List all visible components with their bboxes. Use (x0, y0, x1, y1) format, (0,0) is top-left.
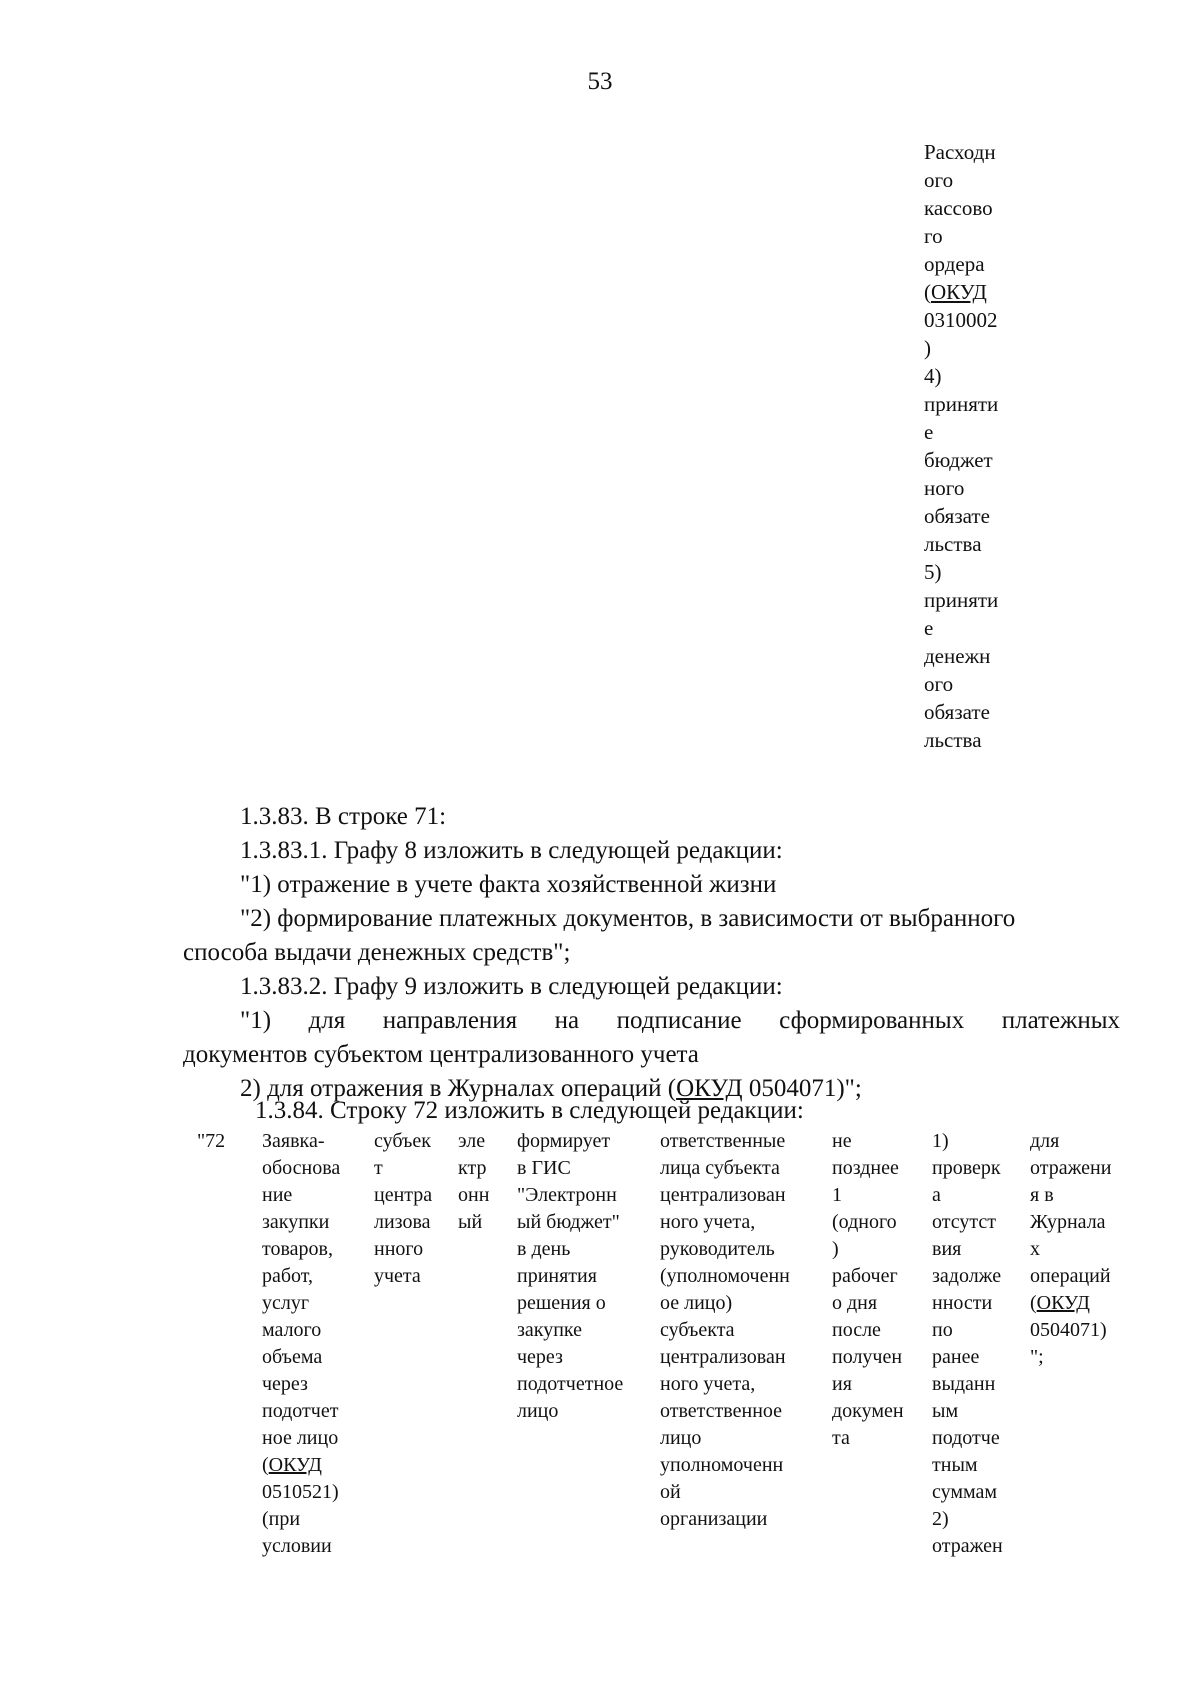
graph9-item2-prefix: 2) для отражения в Журналах операций ( (240, 1075, 677, 1102)
text-line: денежн (924, 644, 991, 668)
text-line: обязате (924, 700, 990, 724)
text-line: эле (458, 1130, 486, 1152)
text-line: отсутст (932, 1211, 996, 1233)
text-line: докумен (832, 1400, 904, 1422)
text-line: 0310002 (924, 308, 998, 332)
text-line: приняти (924, 392, 999, 416)
text-line: в ГИС (517, 1157, 571, 1179)
text-line: ного (924, 476, 965, 500)
text-line: получен (832, 1346, 903, 1368)
text-line: работ, (262, 1265, 314, 1287)
paragraph-graph9-item1-line2: документов субъектом централизованного учета (183, 1041, 699, 1068)
text-line: 1) (932, 1130, 949, 1152)
text-line: ранее (932, 1346, 980, 1368)
paragraph-graph9-item1-line1 (240, 1004, 1120, 1038)
text-line: х (1030, 1238, 1040, 1260)
text-line: я в (1030, 1184, 1054, 1206)
text-line: ответственное (660, 1400, 783, 1422)
graph9-item2-suffix: 0504071)"; (742, 1075, 862, 1102)
text-line: онн (458, 1184, 490, 1206)
text-line: вия (932, 1238, 962, 1260)
cell-action (517, 1128, 623, 1425)
text-line: тным (932, 1454, 978, 1476)
text-line: та (832, 1427, 850, 1449)
text-line: (ОКУД (924, 280, 987, 304)
text-line: условии (262, 1535, 332, 1557)
text-line: Заявка- (262, 1130, 325, 1152)
text-line: бюджет (924, 448, 993, 472)
text-line: подотчет (262, 1400, 339, 1422)
text-line: через (517, 1346, 563, 1368)
text-line: учета (374, 1265, 421, 1287)
text-line: задолже (932, 1265, 1002, 1287)
okud-link: ОКУД (931, 280, 987, 304)
text-line: лица субъекта (660, 1157, 780, 1179)
paragraph-1-3-83: 1.3.83. В строке 71: (240, 803, 447, 830)
text-line: ого (924, 672, 954, 696)
paragraph-1-3-84: 1.3.84. Строку 72 изложить в следующей редакции: (255, 1097, 804, 1124)
text-line: субъек (374, 1130, 431, 1152)
text-line: (уполномоченн (660, 1265, 790, 1287)
cell-form (458, 1128, 489, 1236)
text-line: ние (262, 1184, 293, 1206)
text-line: закупке (517, 1319, 583, 1341)
text-line: в день (517, 1238, 571, 1260)
text-line: лицо (517, 1400, 559, 1422)
text-line: после (832, 1319, 881, 1341)
text-line: приняти (924, 588, 999, 612)
text-line: лицо (660, 1427, 702, 1449)
text-line: товаров, (262, 1238, 333, 1260)
okud-link: ОКУД (676, 1075, 743, 1102)
text-line: центра (374, 1184, 433, 1206)
text-line: 5) (924, 560, 942, 584)
text-line: организации (660, 1508, 768, 1530)
text-line: ое лицо) (660, 1292, 733, 1314)
text-line: е (924, 616, 934, 640)
text-line: "Электронн (517, 1184, 617, 1206)
text-line: централизован (660, 1346, 786, 1368)
cell-responsible (660, 1128, 790, 1533)
text-line: позднее (832, 1157, 899, 1179)
text-line: льства (924, 728, 982, 752)
text-line: уполномоченн (660, 1454, 784, 1476)
text-line: услуг (262, 1292, 310, 1314)
cell-document-name (262, 1128, 340, 1560)
paragraph-graph8-item1: "1) отражение в учете факта хозяйственной жизни (240, 871, 777, 898)
cell-checks (932, 1128, 1003, 1560)
text-line: ия (832, 1373, 852, 1395)
text-line: обоснова (262, 1157, 341, 1179)
text-line: ного учета, (660, 1211, 756, 1233)
text-line: операций (1030, 1265, 1111, 1287)
okud-link: ОКУД (1036, 1292, 1090, 1314)
text-line: о дня (832, 1292, 878, 1314)
text-line: малого (262, 1319, 322, 1341)
text-line: нности (932, 1292, 993, 1314)
text-line: нного (374, 1238, 424, 1260)
row-number: "72 (197, 1130, 226, 1152)
text-line: 4) (924, 364, 942, 388)
text-line: "; (1030, 1346, 1044, 1368)
text-line: объема (262, 1346, 323, 1368)
text-line: лизова (374, 1211, 431, 1233)
paragraph-graph8-item2-line2: способа выдачи денежных средств"; (183, 939, 571, 966)
text-line: отражен (932, 1535, 1003, 1557)
previous-row-continuation (924, 138, 1034, 754)
text-line: ктр (458, 1157, 487, 1179)
text-line: решения о (517, 1292, 606, 1314)
text-line: для (1030, 1130, 1060, 1152)
text-line: выданн (932, 1373, 996, 1395)
cell-subject (374, 1128, 432, 1290)
text-line: т (374, 1157, 383, 1179)
text-line: 0504071) (1030, 1319, 1107, 1341)
text-line: ый (458, 1211, 483, 1233)
text-line: подотче (932, 1427, 1000, 1449)
text-line: ым (932, 1400, 959, 1422)
text-line: руководитель (660, 1238, 775, 1260)
text-line: отражени (1030, 1157, 1112, 1179)
text-line: льства (924, 532, 982, 556)
text-line: 0510521) (262, 1481, 339, 1503)
paragraph-graph8-item2-line1: "2) формирование платежных документов, в зависимости от выбранного (240, 905, 1016, 932)
text-line: 2) (932, 1508, 949, 1530)
text-line: ой (660, 1481, 681, 1503)
text-line: ) (924, 336, 931, 360)
text-line: субъекта (660, 1319, 735, 1341)
text-line: ное лицо (262, 1427, 339, 1449)
text-line: (ОКУД (1030, 1292, 1090, 1314)
page-number: 53 (587, 68, 613, 95)
text-line: подотчетное (517, 1373, 624, 1395)
text-line: ого (924, 168, 954, 192)
text-line: го (924, 224, 943, 248)
text-line: по (932, 1319, 953, 1341)
okud-link: ОКУД (268, 1454, 322, 1476)
paragraph-1-3-83-1: 1.3.83.1. Графу 8 изложить в следующей редакции: (240, 837, 783, 864)
text-line: через (262, 1373, 308, 1395)
text-line: централизован (660, 1184, 786, 1206)
graph9-item1-text: "1) для направления на подписание сформированных платежных (240, 1007, 1120, 1034)
text-line: ответственные (660, 1130, 786, 1152)
text-line: Журнала (1030, 1211, 1106, 1233)
text-line: закупки (262, 1211, 330, 1233)
text-line: Расходн (924, 140, 996, 164)
text-line: кассово (924, 196, 993, 220)
text-line: (ОКУД (262, 1454, 322, 1476)
text-line: ордера (924, 252, 985, 276)
text-line: суммам (932, 1481, 998, 1503)
text-line: рабочег (832, 1265, 898, 1287)
cell-purpose (1030, 1128, 1111, 1371)
text-line: 1 (832, 1184, 842, 1206)
text-line: (при (262, 1508, 301, 1530)
text-line: формирует (517, 1130, 611, 1152)
text-line: е (924, 420, 934, 444)
text-line: проверк (932, 1157, 1001, 1179)
text-line: а (932, 1184, 941, 1206)
cell-deadline (832, 1128, 904, 1452)
text-line: обязате (924, 504, 990, 528)
text-line: ый бюджет" (517, 1211, 620, 1233)
text-line: принятия (517, 1265, 597, 1287)
paragraph-1-3-83-2: 1.3.83.2. Графу 9 изложить в следующей редакции: (240, 973, 783, 1000)
text-line: ного учета, (660, 1373, 756, 1395)
text-line: (одного (832, 1211, 897, 1233)
text-line: ) (832, 1238, 839, 1260)
text-line: не (832, 1130, 852, 1152)
